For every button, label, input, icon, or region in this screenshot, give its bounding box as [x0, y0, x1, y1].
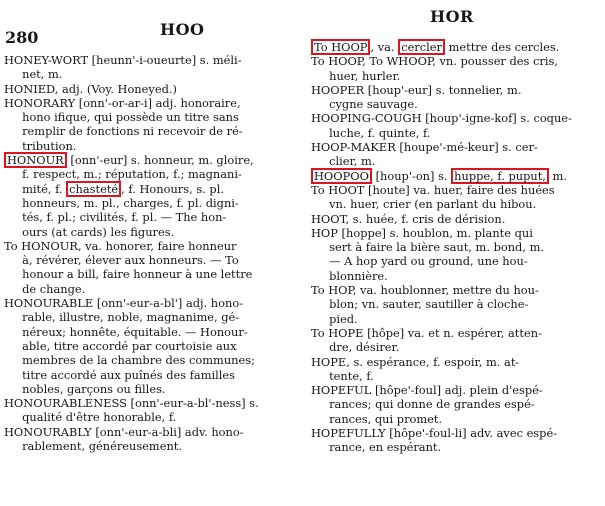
text-segment: m.	[548, 168, 567, 183]
text-segment: rances, qui promet.	[311, 411, 443, 426]
highlight-box: To HOOP	[311, 39, 370, 55]
text-segment: HONOURABLE [onn'-eur-a-bl'] adj. hono-	[4, 296, 244, 311]
text-line	[311, 369, 603, 383]
text-line	[311, 197, 603, 211]
text-line	[311, 240, 603, 254]
text-segment: qualité d'être honorable, f.	[4, 410, 177, 425]
text-line	[311, 312, 603, 326]
text-line	[311, 183, 603, 197]
text-line	[4, 196, 298, 210]
text-segment: , f. Honours, s. pl.	[121, 181, 224, 196]
text-line	[311, 40, 603, 54]
text-segment: mité, f.	[4, 181, 67, 196]
text-segment: ours (at cards) les figures.	[4, 224, 175, 239]
left-column	[4, 53, 298, 453]
text-line	[311, 97, 603, 111]
text-line	[4, 210, 298, 224]
text-line	[311, 83, 603, 97]
text-segment: blon; vn. sauter, sautiller à cloche-	[311, 297, 529, 312]
text-segment: HOPEFUL [hôpe'-foul] adj. plein d'espé-	[311, 383, 543, 398]
text-line	[311, 269, 603, 283]
text-segment: remplir de fonctions ni recevoir de ré-	[4, 124, 243, 139]
text-segment: nobles, garçons ou filles.	[4, 381, 166, 396]
text-segment: clier, m.	[311, 154, 376, 169]
text-segment: To HONOUR, va. honorer, faire honneur	[4, 238, 237, 253]
text-line	[4, 267, 298, 281]
text-segment: — A hop yard ou ground, une hou-	[311, 254, 528, 269]
text-segment: [houp'-on] s.	[371, 168, 452, 183]
text-segment: pied.	[311, 311, 358, 326]
text-segment: de change.	[4, 281, 86, 296]
text-line	[311, 140, 603, 154]
text-line	[4, 182, 298, 196]
text-line	[4, 239, 298, 253]
highlight-box: chasteté	[66, 181, 121, 197]
text-segment: honneurs, m. pl., charges, f. pl. digni-	[4, 195, 239, 210]
text-segment: [onn'-eur] s. honneur, m. gloire,	[66, 153, 254, 168]
text-line	[4, 53, 298, 67]
text-segment: HONEY-WORT [heunn'-i-oueurte] s. méli-	[4, 53, 242, 67]
text-line	[311, 111, 603, 125]
text-segment: mettre des cercles.	[444, 40, 560, 54]
text-line	[311, 169, 603, 183]
text-line	[311, 283, 603, 297]
text-segment: à, révérer, élever aux honneurs. — To	[4, 253, 239, 268]
text-line	[311, 54, 603, 68]
text-line	[311, 355, 603, 369]
text-segment: hono ifique, qui possède un titre sans	[4, 110, 239, 125]
text-segment: cygne sauvage.	[311, 97, 418, 112]
text-line	[311, 212, 603, 226]
text-segment: tribution.	[4, 138, 77, 153]
text-segment: HONOURABLY [onn'-eur-a-bli] adv. hono-	[4, 424, 244, 439]
text-segment: néreux; honnête, équitable. — Honour-	[4, 324, 248, 339]
text-line	[311, 412, 603, 426]
text-segment: rance, en espérant.	[311, 440, 442, 455]
text-line	[311, 226, 603, 240]
text-segment: rable, illustre, noble, magnanime, gé-	[4, 310, 240, 325]
text-line	[4, 382, 298, 396]
text-line	[4, 425, 298, 439]
text-line	[4, 410, 298, 424]
text-line	[311, 440, 603, 454]
text-segment: HONOURABLENESS [onn'-eur-a-bl'-ness] s.	[4, 396, 259, 411]
text-segment: rances; qui donne de grandes espé-	[311, 397, 535, 412]
text-segment: HOPEFULLY [hôpe'-foul-li] adv. avec espé-	[311, 426, 558, 441]
text-line	[4, 296, 298, 310]
text-line	[311, 326, 603, 340]
text-line	[311, 297, 603, 311]
text-segment: huer, hurler.	[311, 68, 401, 83]
text-line	[4, 124, 298, 138]
text-segment: HOP [hoppe] s. houblon, m. plante qui	[311, 225, 533, 240]
text-line	[311, 254, 603, 268]
text-line	[4, 82, 298, 96]
running-head-right: HOR	[430, 7, 474, 26]
text-segment: HOOP-MAKER [houpe'-mé-keur] s. cer-	[311, 140, 538, 155]
highlight-box: HOOPOO	[311, 168, 372, 184]
text-segment: tente, f.	[311, 368, 374, 383]
text-line	[311, 126, 603, 140]
text-line	[4, 368, 298, 382]
text-segment: To HOOP, To WHOOP, vn. pousser des cris,	[311, 54, 558, 69]
text-segment: titre accordé aux puînés des familles	[4, 367, 236, 382]
text-segment: HOOPING-COUGH [houp'-igne-kof] s. coque-	[311, 111, 572, 126]
text-line	[311, 340, 603, 354]
text-line	[4, 225, 298, 239]
text-line	[4, 339, 298, 353]
text-line	[4, 282, 298, 296]
text-segment: blonnière.	[311, 268, 388, 283]
text-line	[4, 310, 298, 324]
text-line	[311, 69, 603, 83]
text-line	[311, 397, 603, 411]
text-line	[4, 396, 298, 410]
page-number: 280	[5, 28, 39, 47]
text-line	[4, 110, 298, 124]
text-segment: sert à faire la bière saut, m. bond, m.	[311, 240, 545, 255]
text-segment: HOOT, s. huée, f. cris de dérision.	[311, 211, 506, 226]
text-segment: HONIED, adj. (Voy. Honeyed.)	[4, 81, 177, 96]
highlight-box: huppe, f. puput,	[451, 168, 549, 184]
text-line	[4, 253, 298, 267]
text-segment: To HOPE [hôpe] va. et n. espérer, atten-	[311, 325, 542, 340]
text-segment: net, m.	[4, 67, 63, 82]
text-segment: HONORARY [onn'-or-ar-i] adj. honoraire,	[4, 95, 241, 110]
text-segment: honour a bill, faire honneur à une lettre	[4, 267, 253, 282]
highlight-box: HONOUR	[4, 152, 67, 168]
text-segment: f. respect, m.; réputation, f.; magnani-	[4, 167, 242, 182]
text-line	[4, 167, 298, 181]
text-segment: tés, f. pl.; civilités, f. pl. — The hon-	[4, 210, 227, 225]
text-segment: HOOPER [houp'-eur] s. tonnelier, m.	[311, 82, 522, 97]
text-segment: membres de la chambre des communes;	[4, 353, 255, 368]
text-segment: HOPE, s. espérance, f. espoir, m. at-	[311, 354, 520, 369]
text-segment: dre, désirer.	[311, 340, 400, 355]
text-line	[4, 139, 298, 153]
text-line	[4, 96, 298, 110]
text-segment: luche, f. quinte, f.	[311, 125, 431, 140]
right-column	[311, 40, 603, 455]
text-line	[4, 325, 298, 339]
highlight-box: cercler	[398, 39, 445, 55]
text-segment: rablement, généreusement.	[4, 439, 183, 454]
text-segment: vn. huer, crier (en parlant du hibou.	[311, 197, 537, 212]
text-line	[311, 426, 603, 440]
text-line	[311, 383, 603, 397]
text-line	[4, 67, 298, 81]
text-line	[311, 154, 603, 168]
text-line	[4, 153, 298, 167]
running-head-left: HOO	[160, 20, 205, 39]
text-segment: To HOP, va. houblonner, mettre du hou-	[311, 283, 539, 298]
text-segment: , va.	[370, 40, 399, 54]
text-segment: able, titre accordé par courtoisie aux	[4, 338, 237, 353]
text-line	[4, 439, 298, 453]
text-line	[4, 353, 298, 367]
text-segment: To HOOT [houte] va. huer, faire des huées	[311, 182, 555, 197]
